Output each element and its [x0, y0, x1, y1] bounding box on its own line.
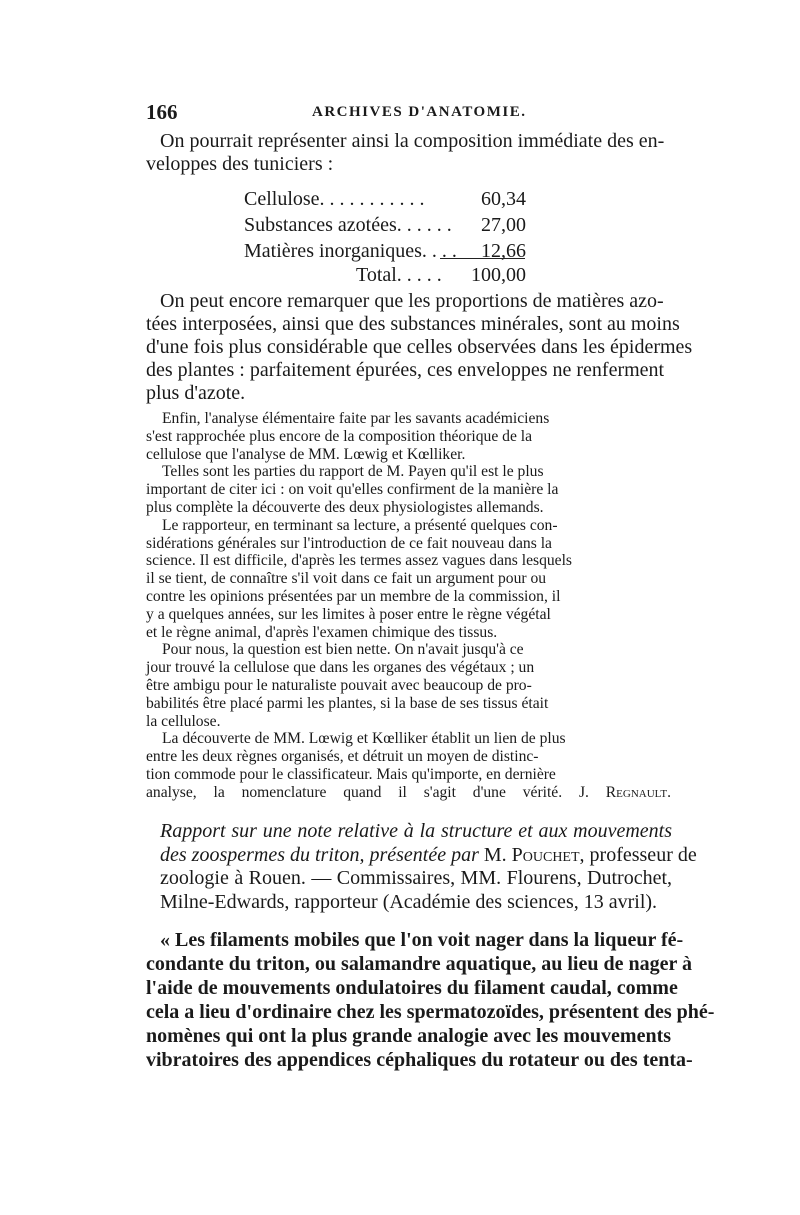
text-line: sidérations générales sur l'introduction de ce fait nouveau dans la: [146, 534, 552, 552]
text-line: plus d'azote.: [146, 382, 246, 404]
row-label: Cellulose. . . . . . . . . . .: [244, 188, 425, 210]
title-line: [160, 843, 697, 868]
text-line: Telles sont les parties du rapport de M. Payen qu'il est le plus: [162, 463, 544, 481]
text-line: vibratoires des appendices céphaliques du rotateur ou des tenta-: [146, 1049, 693, 1071]
text-line: s'est rapprochée plus encore de la composition théorique de la: [146, 427, 533, 445]
sum-rule: [440, 258, 525, 259]
row-value: 12,66: [481, 240, 526, 262]
text-line: [146, 784, 671, 802]
text-line: cellulose que l'analyse de MM. Lœwig et Kœlliker.: [146, 445, 466, 463]
text-line: Enfin, l'analyse élémentaire faite par les savants académiciens: [162, 410, 550, 427]
text-line: et le règne animal, d'après l'examen chimique des tissus.: [146, 623, 498, 641]
text-line: la cellulose.: [146, 712, 221, 730]
text-line: y a quelques années, sur les limites à poser entre le règne végétal: [146, 605, 551, 623]
title-line-rest: , professeur de: [579, 843, 697, 866]
text-line: veloppes des tuniciers :: [146, 153, 334, 175]
text-line: contre les opinions présentées par un membre de la commission, il: [146, 587, 561, 605]
total-value: 100,00: [471, 264, 526, 286]
page-number: 166: [146, 100, 178, 124]
signature: J. Regnault.: [578, 783, 671, 801]
row-label: Matières inorganiques. . . .: [244, 240, 457, 262]
running-title: ARCHIVES D'ANATOMIE.: [312, 104, 527, 120]
text-line: l'aide de mouvements ondulatoires du filament caudal, comme: [146, 977, 678, 999]
text-line: tées interposées, ainsi que des substances minérales, sont au moins: [146, 313, 680, 335]
title-line: zoologie à Rouen. — Commissaires, MM. Flourens, Dutrochet,: [160, 867, 672, 889]
title-line: Milne-Edwards, rapporteur (Académie des sciences, 13 avril).: [160, 890, 658, 913]
text-line: On pourrait représenter ainsi la composition immédiate des en-: [160, 130, 665, 152]
text-line: important de citer ici : on voit qu'elles confirment de la manière la: [146, 481, 559, 499]
paragraph-proportions: [146, 290, 693, 405]
small-print-section: [146, 410, 671, 802]
table-row: [244, 212, 526, 238]
text-line: jour trouvé la cellulose que dans les organes des végétaux ; un: [146, 659, 535, 677]
composition-table: [244, 186, 526, 264]
page-header: [146, 100, 671, 126]
quote-paragraph: [146, 928, 715, 1072]
text-line: entre les deux règnes organisés, et détruit un moyen de distinc-: [146, 748, 539, 766]
text-line: babilités être placé parmi les plantes, si la base de ses tissus était: [146, 694, 549, 712]
row-value: 27,00: [481, 214, 526, 236]
intro-paragraph: [146, 130, 671, 176]
text-line: Pour nous, la question est bien nette. On n'avait jusqu'à ce: [162, 641, 524, 659]
text-line: d'une fois plus considérable que celles observées dans les épidermes: [146, 336, 693, 358]
text-line: « Les filaments mobiles que l'on voit nager dans la liqueur fé-: [160, 929, 684, 951]
text-line: plus complète la découverte des deux physiologistes allemands.: [146, 498, 544, 516]
text-line: tion commode pour le classificateur. Mais qu'importe, en dernière: [146, 765, 556, 783]
text-line: il se tient, de connaître s'il voit dans ce fait un argument pour ou: [146, 570, 547, 588]
table-row: [244, 186, 526, 212]
text-line: cela a lieu d'ordinaire chez les spermatozoïdes, présentent des phé-: [146, 1001, 715, 1023]
report-title: [160, 820, 697, 914]
text-line: être ambigu pour le naturaliste pouvait avec beaucoup de pro-: [146, 676, 532, 694]
total-row: [356, 262, 526, 288]
text-line: des plantes : parfaitement épurées, ces enveloppes ne renferment: [146, 359, 665, 381]
table-row: [244, 238, 526, 264]
row-value: 60,34: [481, 188, 526, 210]
title-line-italic: des zoospermes du triton, présentée par: [160, 843, 479, 866]
text-line: On peut encore remarquer que les proportions de matières azo-: [160, 290, 664, 312]
text-line: condante du triton, ou salamandre aquatique, au lieu de nager à: [146, 953, 693, 975]
total-label: Total. . . . .: [356, 264, 442, 286]
text-line-content: analyse, la nomenclature quand il s'agit d'une vérité.: [146, 783, 563, 801]
author-name: M. Pouchet: [483, 843, 580, 866]
text-line: La découverte de MM. Lœwig et Kœlliker établit un lien de plus: [162, 730, 566, 748]
title-line: Rapport sur une note relative à la structure et aux mouvements: [160, 820, 672, 842]
text-line: Le rapporteur, en terminant sa lecture, a présenté quelques con-: [162, 516, 558, 534]
row-label: Substances azotées. . . . . .: [244, 214, 452, 236]
text-line: nomènes qui ont la plus grande analogie avec les mouvements: [146, 1025, 672, 1047]
text-line: science. Il est difficile, d'après les termes assez vagues dans lesquels: [146, 552, 573, 570]
